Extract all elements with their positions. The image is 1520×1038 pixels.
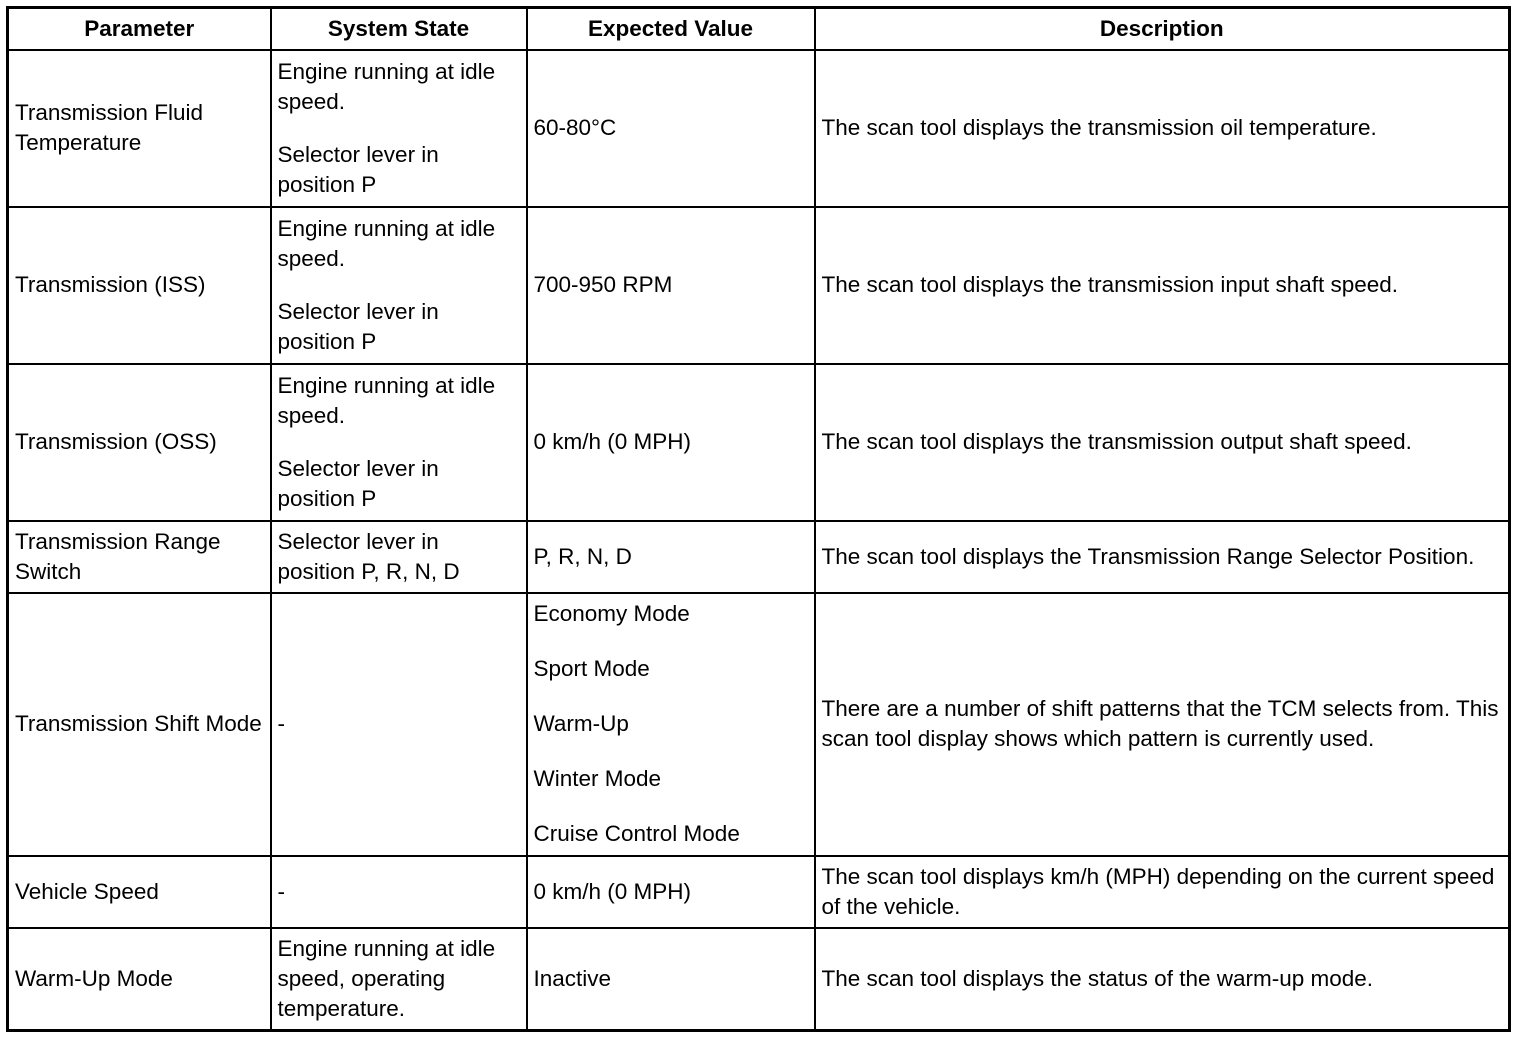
parameter-cell: Transmission Range Switch	[8, 521, 271, 593]
table-row	[8, 521, 1510, 593]
table-row	[8, 593, 1510, 856]
expected-value-cell	[527, 50, 815, 207]
system-state-line: Selector lever in position P	[277, 141, 439, 197]
description-cell: The scan tool displays the transmission input shaft speed.	[815, 207, 1510, 364]
expected-value-text: 0 km/h (0 MPH)	[533, 878, 692, 904]
system-state-line: Engine running at idle speed, operating temperature.	[277, 935, 496, 1021]
expected-value-cell	[527, 593, 815, 856]
expected-value-text: 700-950 RPM	[533, 272, 673, 297]
parameter-cell: Transmission Shift Mode	[8, 593, 271, 856]
parameter-cell: Vehicle Speed	[8, 856, 271, 928]
system-state-line: Engine running at idle speed.	[277, 58, 496, 114]
expected-value-text: 0 km/h (0 MPH)	[533, 429, 692, 454]
table-row	[8, 928, 1510, 1031]
header-system-state: System State	[271, 8, 527, 50]
table-row	[8, 856, 1510, 928]
parameter-cell: Warm-Up Mode	[8, 928, 271, 1031]
system-state-line: Selector lever in position P	[277, 298, 439, 354]
parameter-cell: Transmission (ISS)	[8, 207, 271, 364]
system-state-line: Selector lever in position P	[277, 455, 439, 511]
system-state-line: -	[277, 878, 285, 904]
system-state-line: Engine running at idle speed.	[277, 215, 496, 271]
shift-mode-option: Warm-Up	[533, 711, 629, 736]
expected-value-cell	[527, 856, 815, 928]
system-state-line: Selector lever in position P, R, N, D	[277, 528, 460, 584]
table-header-row	[8, 8, 1510, 50]
expected-value-cell	[527, 521, 815, 593]
description-cell: The scan tool displays the status of the warm-up mode.	[815, 928, 1510, 1031]
shift-mode-option: Winter Mode	[533, 766, 662, 791]
system-state-cell	[271, 593, 527, 856]
expected-value-text: 60-80°C	[533, 115, 617, 140]
description-cell: The scan tool displays the transmission oil temperature.	[815, 50, 1510, 207]
expected-value-cell	[527, 207, 815, 364]
expected-value-cell	[527, 928, 815, 1031]
description-cell: The scan tool displays the transmission output shaft speed.	[815, 364, 1510, 521]
expected-value-cell	[527, 364, 815, 521]
parameter-cell: Transmission Fluid Temperature	[8, 50, 271, 207]
header-parameter: Parameter	[8, 8, 271, 50]
system-state-cell	[271, 928, 527, 1031]
shift-mode-option: Cruise Control Mode	[533, 821, 740, 846]
shift-mode-option: Economy Mode	[533, 601, 690, 626]
system-state-cell	[271, 207, 527, 364]
parameter-cell: Transmission (OSS)	[8, 364, 271, 521]
system-state-cell	[271, 521, 527, 593]
system-state-line: Engine running at idle speed.	[277, 372, 496, 428]
shift-mode-option: Sport Mode	[533, 656, 650, 681]
system-state-cell	[271, 856, 527, 928]
expected-value-text: Inactive	[533, 965, 612, 991]
system-state-cell	[271, 50, 527, 207]
table-row	[8, 50, 1510, 207]
description-cell: There are a number of shift patterns that the TCM selects from. This scan tool display shows which pattern is currently used.	[815, 593, 1510, 856]
header-expected-value: Expected Value	[527, 8, 815, 50]
table-row	[8, 364, 1510, 521]
table-row	[8, 207, 1510, 364]
scan-tool-data-table	[6, 6, 1511, 1032]
description-cell: The scan tool displays the Transmission Range Selector Position.	[815, 521, 1510, 593]
description-cell: The scan tool displays km/h (MPH) depending on the current speed of the vehicle.	[815, 856, 1510, 928]
header-description: Description	[815, 8, 1510, 50]
system-state-cell	[271, 364, 527, 521]
expected-value-text: P, R, N, D	[533, 543, 632, 569]
system-state-line: -	[277, 711, 285, 736]
